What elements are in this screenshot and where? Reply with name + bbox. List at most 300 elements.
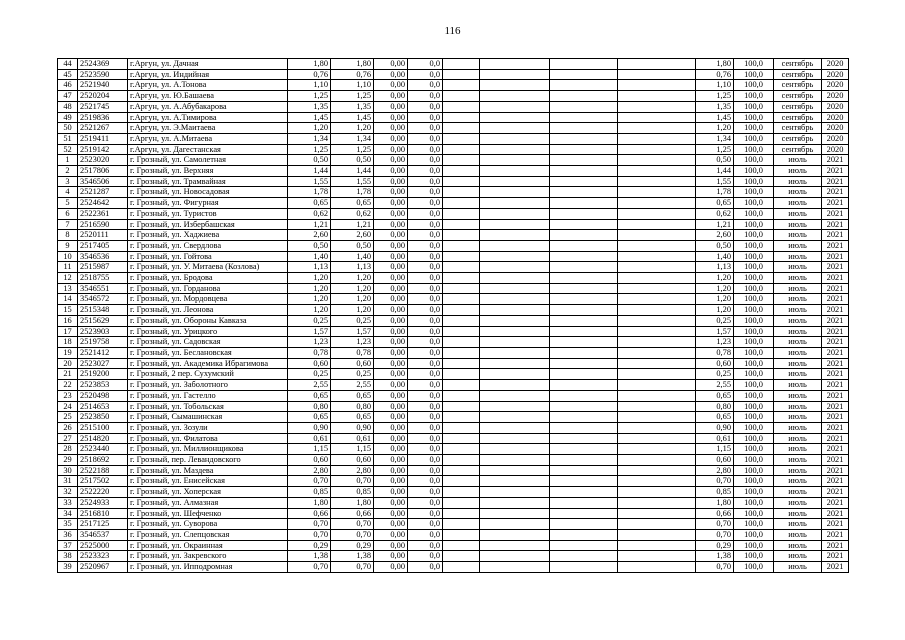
table-cell: 2517806 xyxy=(78,166,128,177)
table-cell xyxy=(480,497,550,508)
table-cell: 100,0 xyxy=(734,144,774,155)
table-cell: 100,0 xyxy=(734,155,774,166)
table-cell xyxy=(480,326,550,337)
table-cell: 0,00 xyxy=(374,166,408,177)
table-cell: г. Грозный, ул. Леонова xyxy=(128,305,288,316)
table-cell: 2,60 xyxy=(331,230,374,241)
table-cell: 0,60 xyxy=(288,358,331,369)
table-cell: 0,50 xyxy=(696,240,734,251)
table-cell: 0,00 xyxy=(374,187,408,198)
table-cell: 0,0 xyxy=(408,101,443,112)
table-cell: 1,44 xyxy=(288,166,331,177)
table-cell: 2021 xyxy=(822,551,849,562)
table-cell xyxy=(550,347,618,358)
table-cell: г. Грозный, ул. Бродова xyxy=(128,273,288,284)
table-cell: 1,13 xyxy=(331,262,374,273)
table-cell: 2521940 xyxy=(78,80,128,91)
table-row xyxy=(58,166,849,177)
table-cell: 0,00 xyxy=(374,519,408,530)
table-cell xyxy=(618,358,696,369)
table-row xyxy=(58,380,849,391)
table-cell: 2021 xyxy=(822,326,849,337)
table-cell: 100,0 xyxy=(734,476,774,487)
table-cell: июль xyxy=(774,166,822,177)
table-cell: 2521412 xyxy=(78,347,128,358)
table-cell xyxy=(550,273,618,284)
table-cell: 15 xyxy=(58,305,78,316)
table-cell xyxy=(550,315,618,326)
table-cell: 0,85 xyxy=(331,487,374,498)
table-cell xyxy=(480,187,550,198)
table-cell: 0,00 xyxy=(374,369,408,380)
table-cell xyxy=(550,283,618,294)
table-cell: 100,0 xyxy=(734,540,774,551)
table-cell: 100,0 xyxy=(734,326,774,337)
table-cell: 0,62 xyxy=(288,208,331,219)
table-cell: 48 xyxy=(58,101,78,112)
table-row xyxy=(58,69,849,80)
table-cell: 1,21 xyxy=(696,219,734,230)
table-cell: 0,50 xyxy=(288,155,331,166)
table-cell: 2519836 xyxy=(78,112,128,123)
table-cell: 1,38 xyxy=(331,551,374,562)
table-cell: 0,70 xyxy=(696,519,734,530)
table-cell xyxy=(480,540,550,551)
table-cell xyxy=(550,476,618,487)
table-cell: 0,78 xyxy=(288,347,331,358)
table-row xyxy=(58,455,849,466)
table-cell: 100,0 xyxy=(734,123,774,134)
table-row xyxy=(58,347,849,358)
table-cell: 0,60 xyxy=(288,455,331,466)
table-row xyxy=(58,487,849,498)
table-cell xyxy=(480,112,550,123)
table-cell: 2523027 xyxy=(78,358,128,369)
table-cell: июль xyxy=(774,358,822,369)
table-row xyxy=(58,337,849,348)
table-cell: 100,0 xyxy=(734,358,774,369)
table-cell: 0,76 xyxy=(331,69,374,80)
table-cell xyxy=(443,465,480,476)
table-cell: г. Грозный, ул. Гойтова xyxy=(128,251,288,262)
table-cell: 1,40 xyxy=(696,251,734,262)
page-number: 116 xyxy=(444,25,461,37)
table-cell: сентябрь xyxy=(774,101,822,112)
table-cell xyxy=(480,487,550,498)
table-cell: 100,0 xyxy=(734,251,774,262)
table-cell xyxy=(480,123,550,134)
table-cell: 0,65 xyxy=(288,390,331,401)
table-cell: 0,00 xyxy=(374,315,408,326)
table-cell: 0,0 xyxy=(408,401,443,412)
table-cell: 1,23 xyxy=(288,337,331,348)
table-cell: 0,25 xyxy=(331,315,374,326)
table-cell xyxy=(480,390,550,401)
table-cell xyxy=(618,91,696,102)
table-cell: 2519411 xyxy=(78,133,128,144)
table-cell: 1,20 xyxy=(331,283,374,294)
table-cell xyxy=(550,337,618,348)
table-cell xyxy=(618,144,696,155)
table-cell: 0,70 xyxy=(331,476,374,487)
table-cell: 2021 xyxy=(822,176,849,187)
table-cell: 0,65 xyxy=(331,390,374,401)
table-cell: 1,20 xyxy=(288,294,331,305)
table-cell: 1,45 xyxy=(696,112,734,123)
table-cell: 1,20 xyxy=(288,123,331,134)
table-cell: июль xyxy=(774,422,822,433)
table-cell: 0,25 xyxy=(288,369,331,380)
table-cell: 0,00 xyxy=(374,508,408,519)
table-cell xyxy=(480,262,550,273)
table-row xyxy=(58,529,849,540)
table-cell xyxy=(443,305,480,316)
table-cell: 2519142 xyxy=(78,144,128,155)
table-cell: 0,0 xyxy=(408,358,443,369)
table-cell xyxy=(443,519,480,530)
table-cell: 0,0 xyxy=(408,476,443,487)
table-cell: 0,00 xyxy=(374,144,408,155)
table-cell: июль xyxy=(774,240,822,251)
table-cell: 11 xyxy=(58,262,78,273)
table-cell xyxy=(550,69,618,80)
table-cell: г. Грозный, ул. Туристов xyxy=(128,208,288,219)
table-cell xyxy=(618,540,696,551)
table-row xyxy=(58,465,849,476)
table-cell: г. Грозный, ул. Гастелло xyxy=(128,390,288,401)
table-cell xyxy=(443,369,480,380)
table-cell: 3546551 xyxy=(78,283,128,294)
table-cell: г. Грозный, ул. Горданова xyxy=(128,283,288,294)
table-cell: 0,00 xyxy=(374,358,408,369)
table-row xyxy=(58,208,849,219)
table-cell: 100,0 xyxy=(734,80,774,91)
table-cell: 0,80 xyxy=(696,401,734,412)
table-cell: 2515629 xyxy=(78,315,128,326)
table-cell: 0,61 xyxy=(288,433,331,444)
table-cell: г. Грозный, ул. Обороны Кавказа xyxy=(128,315,288,326)
table-cell: 18 xyxy=(58,337,78,348)
table-cell: 1,10 xyxy=(331,80,374,91)
table-cell: г. Грозный, ул. Маздева xyxy=(128,465,288,476)
table-cell: 0,80 xyxy=(331,401,374,412)
table-cell xyxy=(443,455,480,466)
table-cell: 0,00 xyxy=(374,273,408,284)
table-cell: 14 xyxy=(58,294,78,305)
table-cell xyxy=(550,251,618,262)
table-cell: 0,00 xyxy=(374,444,408,455)
table-cell xyxy=(443,59,480,70)
table-cell: 0,29 xyxy=(288,540,331,551)
table-cell: 23 xyxy=(58,390,78,401)
table-cell xyxy=(618,529,696,540)
table-cell: 26 xyxy=(58,422,78,433)
table-cell: г.Аргун, ул. А.Абубакарова xyxy=(128,101,288,112)
table-cell: 0,50 xyxy=(288,240,331,251)
table-cell: 2021 xyxy=(822,369,849,380)
table-cell: 5 xyxy=(58,198,78,209)
table-cell: 2 xyxy=(58,166,78,177)
table-cell xyxy=(480,529,550,540)
table-cell: июль xyxy=(774,562,822,573)
table-cell: 2021 xyxy=(822,497,849,508)
table-cell: 0,00 xyxy=(374,208,408,219)
table-cell: 0,00 xyxy=(374,455,408,466)
table-cell: 1,34 xyxy=(288,133,331,144)
table-cell xyxy=(618,465,696,476)
table-cell: 1,23 xyxy=(331,337,374,348)
table-cell: июль xyxy=(774,369,822,380)
table-cell: 2523440 xyxy=(78,444,128,455)
table-cell: 0,00 xyxy=(374,529,408,540)
table-cell xyxy=(618,508,696,519)
table-row xyxy=(58,273,849,284)
table-cell: 100,0 xyxy=(734,422,774,433)
table-cell xyxy=(618,487,696,498)
table-cell xyxy=(618,273,696,284)
table-cell: 0,65 xyxy=(696,390,734,401)
table-cell: июль xyxy=(774,444,822,455)
table-cell: 0,0 xyxy=(408,187,443,198)
table-cell: 1,20 xyxy=(696,123,734,134)
table-cell: 2,80 xyxy=(696,465,734,476)
table-row xyxy=(58,112,849,123)
table-cell: 0,0 xyxy=(408,198,443,209)
table-cell: г. Грозный, ул. Енисейская xyxy=(128,476,288,487)
table-cell: 2,60 xyxy=(696,230,734,241)
table-cell: 1,44 xyxy=(696,166,734,177)
table-cell xyxy=(480,551,550,562)
table-cell: 2518692 xyxy=(78,455,128,466)
table-cell xyxy=(480,144,550,155)
table-cell xyxy=(618,551,696,562)
table-cell xyxy=(480,412,550,423)
table-cell: г. Грозный, ул. Хоперская xyxy=(128,487,288,498)
table-cell xyxy=(618,112,696,123)
table-cell: 0,0 xyxy=(408,69,443,80)
table-cell xyxy=(550,433,618,444)
table-cell: 2021 xyxy=(822,562,849,573)
table-cell xyxy=(443,262,480,273)
table-cell: 1,57 xyxy=(696,326,734,337)
table-cell xyxy=(550,390,618,401)
table-cell: 0,00 xyxy=(374,305,408,316)
table-cell: 0,00 xyxy=(374,551,408,562)
table-cell: 0,60 xyxy=(331,358,374,369)
table-cell xyxy=(550,305,618,316)
table-cell xyxy=(480,80,550,91)
table-cell: 0,0 xyxy=(408,369,443,380)
table-cell: 2515987 xyxy=(78,262,128,273)
table-cell: 100,0 xyxy=(734,529,774,540)
table-cell: 0,00 xyxy=(374,562,408,573)
table-cell: 2,80 xyxy=(288,465,331,476)
table-cell: 2521267 xyxy=(78,123,128,134)
table-cell: 0,70 xyxy=(288,519,331,530)
table-cell: 0,70 xyxy=(288,476,331,487)
table-cell: 1,20 xyxy=(696,283,734,294)
table-cell: г. Грозный, ул. Миллионщикова xyxy=(128,444,288,455)
table-cell xyxy=(618,133,696,144)
table-cell: 0,0 xyxy=(408,551,443,562)
table-cell xyxy=(618,369,696,380)
table-cell: 2021 xyxy=(822,540,849,551)
table-cell: 1,21 xyxy=(331,219,374,230)
table-cell: 0,00 xyxy=(374,69,408,80)
table-cell: июль xyxy=(774,230,822,241)
table-cell: 2,55 xyxy=(696,380,734,391)
table-cell xyxy=(550,59,618,70)
table-cell: 0,60 xyxy=(696,358,734,369)
table-cell: сентябрь xyxy=(774,133,822,144)
table-cell xyxy=(443,412,480,423)
table-cell xyxy=(550,519,618,530)
table-cell: 1,80 xyxy=(288,497,331,508)
table-cell: 39 xyxy=(58,562,78,573)
table-cell: 3546506 xyxy=(78,176,128,187)
table-cell: 1,34 xyxy=(331,133,374,144)
table-cell xyxy=(443,155,480,166)
table-cell: 100,0 xyxy=(734,112,774,123)
table-cell: г. Грозный, ул. Верхняя xyxy=(128,166,288,177)
table-cell: 52 xyxy=(58,144,78,155)
table-cell: сентябрь xyxy=(774,91,822,102)
table-cell: 30 xyxy=(58,465,78,476)
table-cell xyxy=(443,144,480,155)
table-cell: 100,0 xyxy=(734,262,774,273)
table-cell: г. Грозный, ул. Новосадовая xyxy=(128,187,288,198)
table-cell: 0,00 xyxy=(374,487,408,498)
table-cell xyxy=(480,562,550,573)
table-cell: июль xyxy=(774,187,822,198)
table-cell: июль xyxy=(774,455,822,466)
table-cell: 27 xyxy=(58,433,78,444)
table-row xyxy=(58,91,849,102)
table-row xyxy=(58,358,849,369)
table-cell xyxy=(550,326,618,337)
table-cell xyxy=(618,166,696,177)
table-cell: 100,0 xyxy=(734,91,774,102)
table-cell: 0,70 xyxy=(331,562,374,573)
table-row xyxy=(58,262,849,273)
table-cell: 2021 xyxy=(822,294,849,305)
table-cell: 2021 xyxy=(822,465,849,476)
table-cell xyxy=(618,240,696,251)
table-cell: 0,0 xyxy=(408,230,443,241)
table-cell: 2522188 xyxy=(78,465,128,476)
table-cell: 1,78 xyxy=(331,187,374,198)
table-cell: июль xyxy=(774,529,822,540)
table-cell: 2523020 xyxy=(78,155,128,166)
table-cell: г. Грозный, ул. Самолетная xyxy=(128,155,288,166)
table-cell: 32 xyxy=(58,487,78,498)
table-cell: 1,23 xyxy=(696,337,734,348)
table-cell: 0,0 xyxy=(408,144,443,155)
table-cell: 100,0 xyxy=(734,369,774,380)
table-row xyxy=(58,551,849,562)
table-cell: 0,00 xyxy=(374,112,408,123)
table-row xyxy=(58,144,849,155)
table-cell xyxy=(618,219,696,230)
table-cell xyxy=(443,401,480,412)
table-cell xyxy=(480,444,550,455)
table-cell: 2020 xyxy=(822,91,849,102)
table-cell: 0,00 xyxy=(374,155,408,166)
table-cell: 17 xyxy=(58,326,78,337)
table-cell: 100,0 xyxy=(734,497,774,508)
table-cell xyxy=(443,91,480,102)
table-cell xyxy=(480,465,550,476)
table-cell: 1,80 xyxy=(288,59,331,70)
table-cell: г. Грозный, ул. Окраинная xyxy=(128,540,288,551)
table-cell xyxy=(480,251,550,262)
table-cell: 0,65 xyxy=(696,198,734,209)
table-cell: 0,0 xyxy=(408,422,443,433)
table-cell: 0,0 xyxy=(408,412,443,423)
table-cell: 2021 xyxy=(822,273,849,284)
table-cell: июль xyxy=(774,208,822,219)
table-cell: 2515100 xyxy=(78,422,128,433)
table-cell: 1,44 xyxy=(331,166,374,177)
table-cell: 38 xyxy=(58,551,78,562)
table-cell: 0,85 xyxy=(288,487,331,498)
table-cell xyxy=(618,187,696,198)
table-cell xyxy=(443,198,480,209)
table-cell xyxy=(480,59,550,70)
table-cell xyxy=(480,155,550,166)
table-cell: 2021 xyxy=(822,198,849,209)
table-cell xyxy=(480,455,550,466)
table-cell: 0,00 xyxy=(374,91,408,102)
table-cell: 2021 xyxy=(822,412,849,423)
table-cell xyxy=(550,133,618,144)
table-cell: июль xyxy=(774,283,822,294)
table-cell xyxy=(443,390,480,401)
table-cell: 0,00 xyxy=(374,422,408,433)
table-cell xyxy=(480,433,550,444)
table-cell: 0,0 xyxy=(408,262,443,273)
table-cell: 2,60 xyxy=(288,230,331,241)
table-cell: 2021 xyxy=(822,476,849,487)
table-cell: г. Грозный, Сымашинская xyxy=(128,412,288,423)
table-cell xyxy=(550,101,618,112)
table-cell xyxy=(618,412,696,423)
table-cell: 1,45 xyxy=(288,112,331,123)
table-cell: 0,0 xyxy=(408,133,443,144)
table-cell: 1,40 xyxy=(288,251,331,262)
table-cell: 100,0 xyxy=(734,240,774,251)
table-row xyxy=(58,433,849,444)
table-cell: 2520967 xyxy=(78,562,128,573)
table-cell: 1,34 xyxy=(696,133,734,144)
table-cell: 2021 xyxy=(822,455,849,466)
table-cell: 2021 xyxy=(822,337,849,348)
table-cell xyxy=(443,529,480,540)
table-cell: 0,0 xyxy=(408,283,443,294)
table-cell: 2020 xyxy=(822,101,849,112)
table-row xyxy=(58,305,849,316)
table-cell: 2021 xyxy=(822,283,849,294)
table-cell xyxy=(443,315,480,326)
table-row xyxy=(58,101,849,112)
table-cell: июль xyxy=(774,305,822,316)
table-cell xyxy=(443,497,480,508)
table-cell: 0,0 xyxy=(408,444,443,455)
table-cell: 0,0 xyxy=(408,380,443,391)
table-cell xyxy=(443,422,480,433)
table-cell: г. Грозный, ул. Свердлова xyxy=(128,240,288,251)
table-row xyxy=(58,315,849,326)
